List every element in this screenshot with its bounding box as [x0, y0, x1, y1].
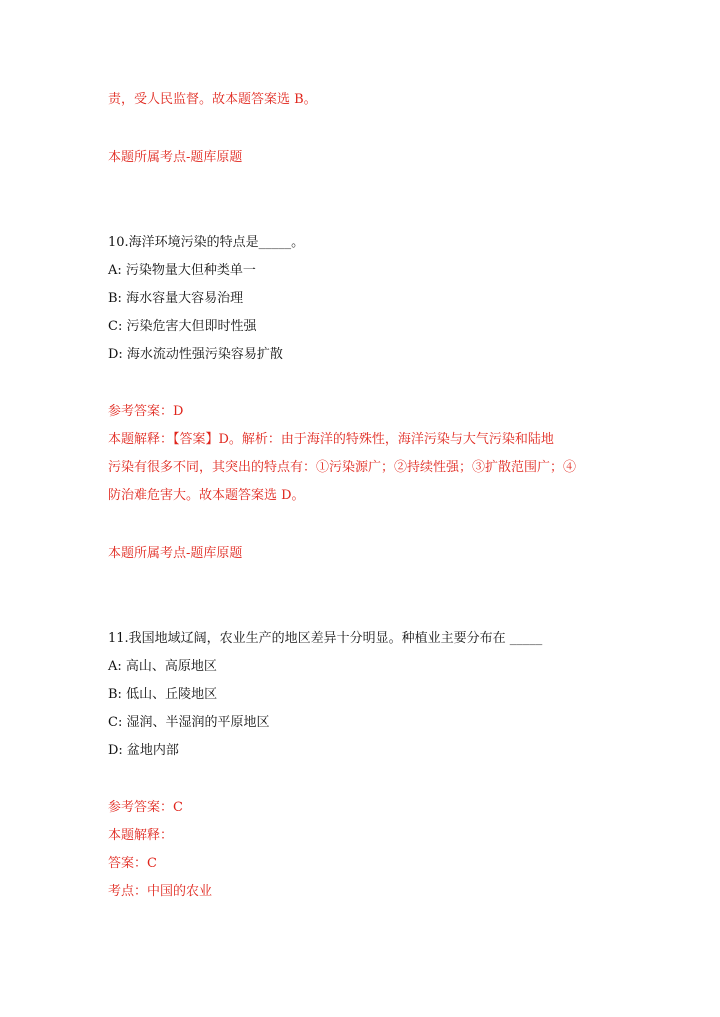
- option-b: B: 海水容量大容易治理: [108, 291, 244, 306]
- explanation-line-3: 防治难危害大。故本题答案选 D。: [108, 488, 305, 503]
- question-stem: 10.海洋环境污染的特点是_____。: [108, 235, 305, 250]
- reference-answer: 参考答案：C: [108, 800, 183, 815]
- option-d: D: 盆地内部: [108, 743, 179, 758]
- reference-answer: 参考答案：D: [108, 404, 184, 419]
- answer-repeat: 答案：C: [108, 856, 157, 871]
- option-d: D: 海水流动性强污染容易扩散: [108, 347, 283, 362]
- topic-tag: 本题所属考点-题库原题: [108, 150, 243, 165]
- explanation-line-2: 污染有很多不同，其突出的特点有：①污染源广；②持续性强；③扩散范围广；④: [108, 460, 577, 475]
- previous-explanation-continuation: 责，受人民监督。故本题答案选 B。: [108, 92, 317, 107]
- topic-line: 考点：中国的农业: [108, 884, 213, 899]
- explanation-label: 本题解释：: [108, 828, 174, 843]
- question-stem: 11.我国地域辽阔，农业生产的地区差异十分明显。种植业主要分布在 _____: [108, 631, 543, 646]
- option-c: C: 湿润、半湿润的平原地区: [108, 715, 270, 730]
- option-a: A: 污染物量大但种类单一: [108, 263, 256, 278]
- option-a: A: 高山、高原地区: [108, 659, 217, 674]
- option-c: C: 污染危害大但即时性强: [108, 319, 257, 334]
- topic-tag: 本题所属考点-题库原题: [108, 546, 243, 561]
- option-b: B: 低山、丘陵地区: [108, 687, 218, 702]
- explanation-line-1: 本题解释：【答案】D。解析：由于海洋的特殊性，海洋污染与大气污染和陆地: [108, 432, 554, 447]
